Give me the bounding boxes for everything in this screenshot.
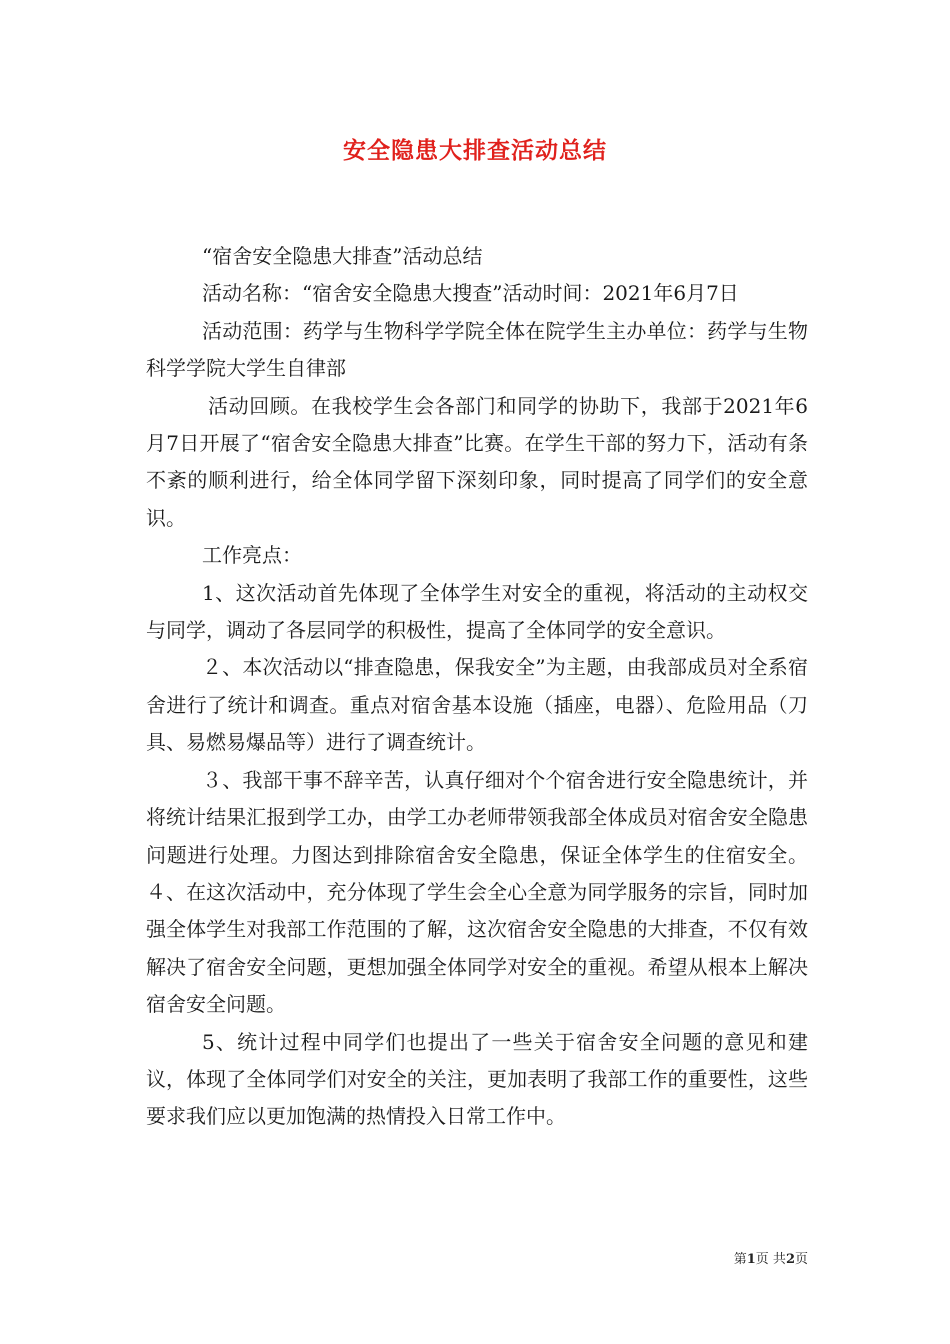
document-body [146,238,808,1136]
activity-name-paragraph: 活动名称：“宿舍安全隐患大搜查”活动时间：2021年6月7日 [202,281,739,306]
activity-review-paragraph: 活动回顾。在我校学生会各部门和同学的协助下，我部于2021年6月7日开展了“宿舍安全隐患大排查”比赛。在学生干部的努力下，活动有条不紊的顺利进行，给全体同学留下深刻印象，同时提高了同学们的安全意识。 [146,393,808,530]
footer-prefix: 第 [733,1252,747,1267]
footer-current-page: 1 [746,1252,756,1267]
highlight-2-paragraph: ２、本次活动以“排查隐患，保我安全”为主题，由我部成员对全系宿舍进行了统计和调查。重点对宿舍基本设施（插座，电器）、危险用品（刀具、易燃易爆品等）进行了调查统计。 [146,655,808,755]
highlights-heading: 工作亮点： [202,543,302,568]
subtitle-paragraph: “宿舍安全隐患大排查”活动总结 [202,244,483,268]
highlight-5-paragraph: 5、统计过程中同学们也提出了一些关于宿舍安全问题的意见和建议，体现了全体同学们对安全的关注，更加表明了我部工作的重要性，这些要求我们应以更加饱满的热情投入日常工作中。 [146,1029,808,1129]
activity-scope-paragraph: 活动范围：药学与生物科学学院全体在院学生主办单位：药学与生物科学学院大学生自律部 [146,318,808,381]
highlight-1-paragraph: 1、这次活动首先体现了全体学生对安全的重视，将活动的主动权交与同学，调动了各层同学的积极性，提高了全体同学的安全意识。 [146,580,808,643]
page-footer [734,1248,808,1267]
footer-suffix: 页 [794,1252,808,1267]
document-title: 安全隐患大排查活动总结 [343,138,607,164]
highlight-3-paragraph: ３、我部干事不辞辛苦，认真仔细对个个宿舍进行安全隐患统计，并将统计结果汇报到学工办，由学工办老师带领我部全体成员对宿舍安全隐患问题进行处理。力图达到排除宿舍安全隐患，保证全体学生的住宿安全。４、在这次活动中，充分体现了学生会全心全意为同学服务的宗旨，同时加强全体学生对我部工作范围的了解，这次宿舍安全隐患的大排查，不仅有效解决了宿舍安全问题，更想加强全体同学对安全的重视。希望从根本上解决宿舍安全问题。 [146,767,808,1017]
footer-middle: 页 共 [755,1252,786,1267]
footer-total-pages: 2 [785,1252,795,1267]
